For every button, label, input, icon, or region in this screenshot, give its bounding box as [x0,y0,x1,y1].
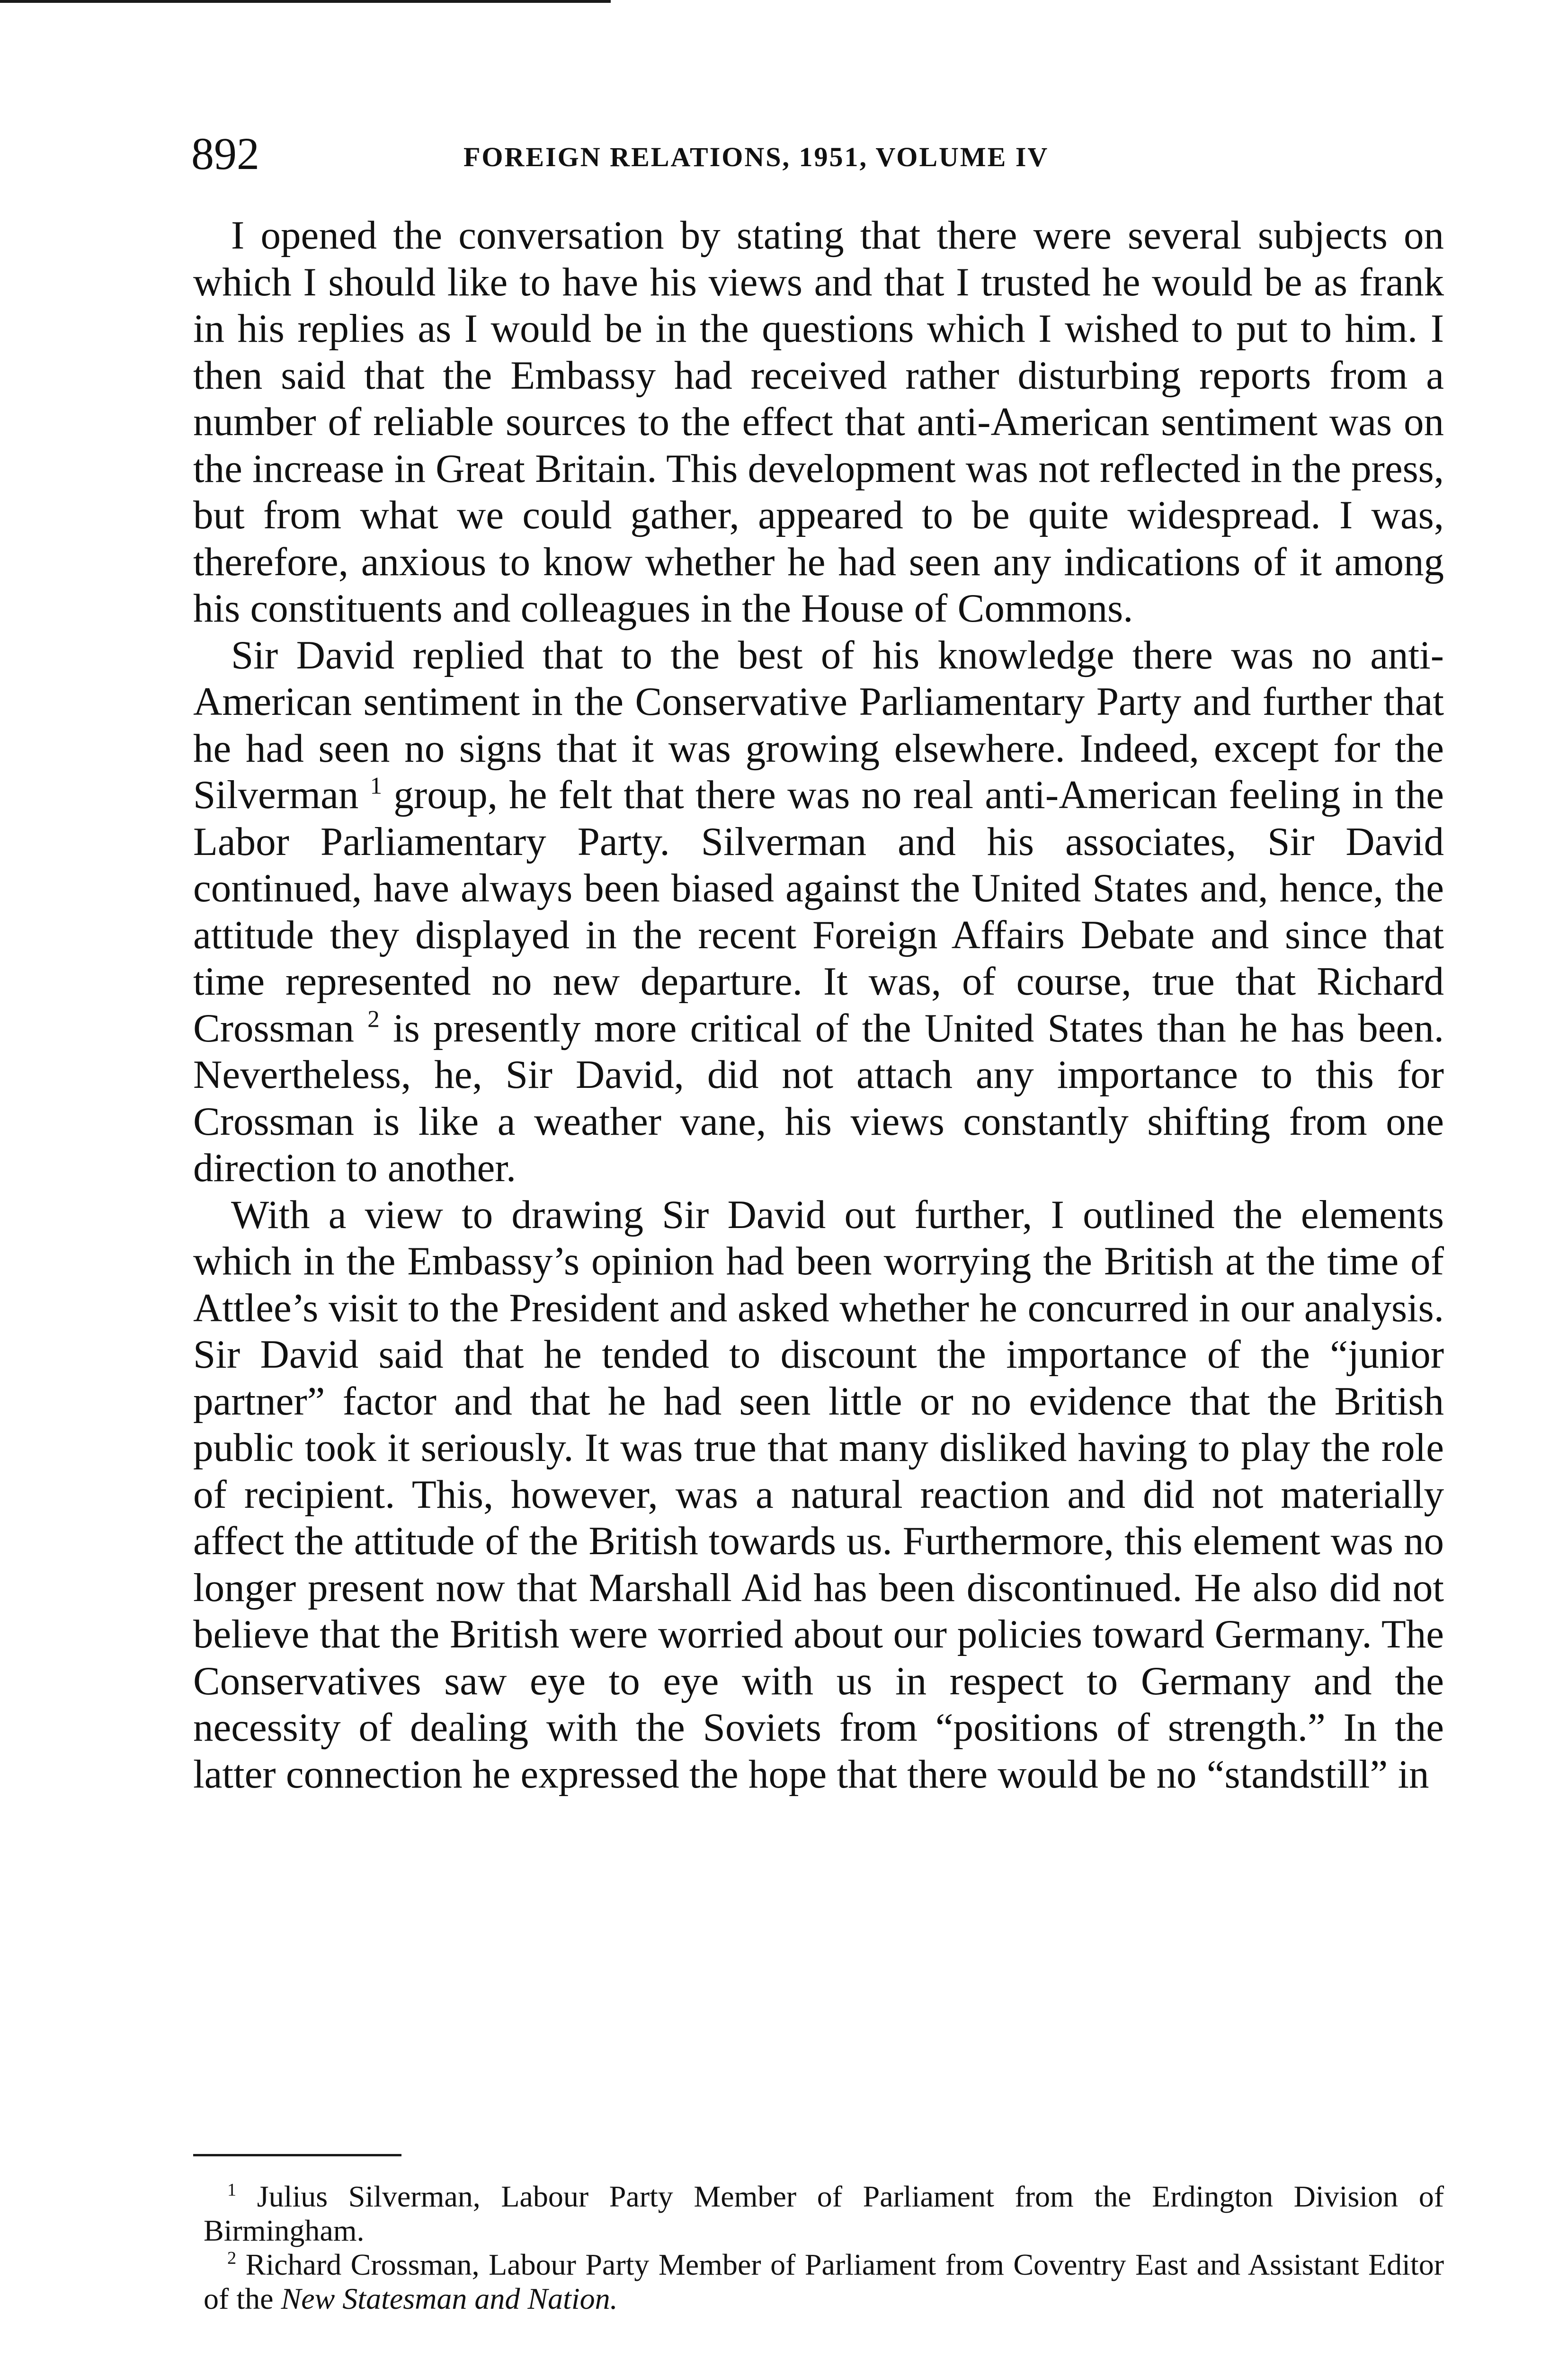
footnote-1 [204,2180,1444,2248]
page-header [191,128,1446,180]
footnote-2 [204,2248,1444,2316]
running-head: FOREIGN RELATIONS, 1951, VOLUME IV [463,142,1049,172]
top-edge-rule [0,0,611,3]
paragraph-3: With a view to drawing Sir David out further, I outlined the elements which in the Embassy’s opinion had been worrying the British at the time of Attlee’s visit to the President and asked whether he concurred in our analysis. Sir David said that he tended to discount the importance of the “junior partner” factor and that he had seen little or no evidence that the British public took it seriously. It was true that many disliked having to play the role of recipient. This, however, was a natural reaction and did not materially affect the attitude of the British towards us. Furthermore, this element was no longer present now that Marshall Aid has been discontinued. He also did not believe that the British were worried about our policies toward Germany. The Conservatives saw eye to eye with us in respect to Germany and the necessity of dealing with the Soviets from “positions of strength.” In the latter connection he expressed the hope that there would be no “standstill” in [193,1192,1444,1797]
footnote-ref-2[interactable]: 2 [367,1006,380,1032]
footnotes [204,2180,1444,2316]
footnote-rule [193,2154,401,2156]
paragraph-2-part-1: Sir David replied that to the best of his knowledge there was no anti-American sentiment in the Conservative Parliamentary Party and further that he had seen no signs that it was growing elsewhere. Indeed, except for the Silverman [193,632,1444,817]
body-text [193,212,1444,1797]
paragraph-1: I opened the conversation by stating that there were several subjects on which I should like to have his views and that I trusted he would be as frank in his replies as I would be in the questions which I wished to put to him. I then said that the Embassy had received rather disturbing reports from a number of reliable sources to the effect that anti-American sentiment was on the increase in Great Britain. This development was not reflected in the press, but from what we could gather, appeared to be quite widespread. I was, therefore, anxious to know whether he had seen any indications of it among his constituents and colleagues in the House of Commons. [193,213,1444,631]
footnote-ref-1[interactable]: 1 [370,773,383,800]
paragraph-2-part-2: group, he felt that there was no real anti-American feeling in the Labor Parliamentary Party. Silverman and his associates, Sir David continued, have always been biased against the United States and, hence, the attitude they displayed in the recent Foreign Affairs Debate and since that time represented no new departure. It was, of course, true that Richard Crossman [193,773,1444,1050]
footnote-2-text: Richard Crossman, Labour Party Member of Parliament from Coventry East and Assistant Editor of the [204,2248,1444,2315]
paragraph-2-part-3: is presently more critical of the United States than he has been. Nevertheless, he, Sir David, did not attach any importance to this for Crossman is like a weather vane, his views constantly shifting from one direction to another. [193,1006,1444,1190]
footnote-marker-2: 2 [227,2248,237,2268]
publication-title: New Statesman and Nation. [281,2282,618,2315]
paragraph-2 [193,632,1444,1192]
footnote-1-text: Julius Silverman, Labour Party Member of Parliament from the Erdington Division of Birmingham. [204,2180,1444,2247]
page-number: 892 [191,128,259,179]
footnote-marker-1: 1 [227,2180,237,2200]
